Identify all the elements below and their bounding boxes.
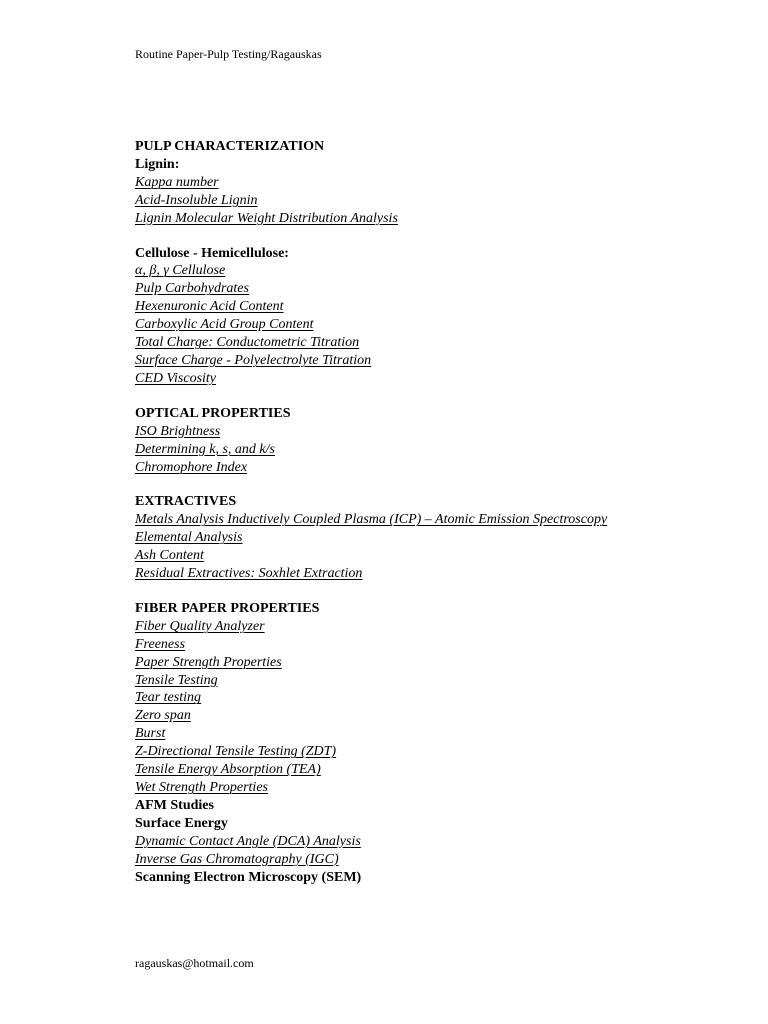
topic-link[interactable]: Determining k, s, and k/s	[135, 441, 275, 457]
section-heading: PULP CHARACTERIZATION	[135, 139, 325, 154]
topic-link[interactable]: Metals Analysis Inductively Coupled Plasma (ICP) – Atomic Emission Spectroscopy	[135, 512, 608, 528]
topic-link[interactable]: Tensile Testing	[135, 672, 218, 688]
section-heading: EXTRACTIVES	[135, 494, 237, 510]
topic-link[interactable]: Surface Charge - Polyelectrolyte Titration	[135, 352, 372, 368]
topic-link[interactable]: Pulp Carbohydrates	[135, 281, 249, 297]
subsection-heading: Lignin:	[135, 156, 180, 172]
subsection-heading: Surface Energy	[135, 815, 228, 831]
topic-link[interactable]: Ash Content	[135, 548, 204, 564]
topic-link[interactable]: Hexenuronic Acid Content	[135, 299, 284, 315]
topic-link[interactable]: Tensile Energy Absorption (TEA)	[135, 762, 321, 778]
section-5	[135, 600, 755, 887]
topic-link[interactable]: Total Charge: Conductometric Titration	[135, 335, 360, 351]
subsection-heading: Cellulose - Hemicellulose:	[135, 245, 289, 261]
topic-link[interactable]: Residual Extractives: Soxhlet Extraction	[135, 566, 363, 582]
topic-link[interactable]: Acid-Insoluble Lignin	[135, 192, 258, 208]
topic-link[interactable]: Elemental Analysis	[135, 530, 243, 546]
topic-link[interactable]: Chromophore Index	[135, 459, 248, 475]
topic-link[interactable]: Tear testing	[135, 690, 201, 706]
topic-link[interactable]: Inverse Gas Chromatography (IGC)	[135, 851, 339, 867]
topic-link[interactable]: Wet Strength Properties	[135, 780, 268, 795]
topic-link[interactable]: Zero span	[135, 708, 191, 724]
topic-link[interactable]: Fiber Quality Analyzer	[135, 618, 265, 634]
topic-link[interactable]: Freeness	[135, 636, 186, 652]
topic-link[interactable]: CED Viscosity	[135, 370, 217, 386]
page-header: Routine Paper-Pulp Testing/Ragauskas	[135, 47, 322, 61]
section-3	[135, 405, 755, 477]
topic-link[interactable]: Burst	[135, 726, 166, 742]
topic-link[interactable]: Lignin Molecular Weight Distribution Analysis	[135, 210, 398, 226]
topic-link[interactable]: Kappa number	[135, 174, 219, 190]
topic-link[interactable]: Dynamic Contact Angle (DCA) Analysis	[135, 833, 361, 849]
footer-email: ragauskas@hotmail.com	[135, 956, 254, 970]
section-2	[135, 245, 755, 388]
topic-link[interactable]: Carboxylic Acid Group Content	[135, 317, 314, 333]
topic-link[interactable]: ISO Brightness	[135, 423, 221, 439]
topic-link[interactable]: Z-Directional Tensile Testing (ZDT)	[135, 744, 337, 760]
section-heading: OPTICAL PROPERTIES	[135, 405, 291, 421]
section-4	[135, 493, 755, 583]
subsection-heading: AFM Studies	[135, 797, 214, 813]
document-body	[135, 138, 755, 903]
subsection-heading: Scanning Electron Microscopy (SEM)	[135, 869, 362, 885]
topic-link[interactable]: Paper Strength Properties	[135, 654, 282, 670]
section-1	[135, 138, 755, 228]
topic-link[interactable]: α, β, γ Cellulose	[135, 263, 226, 279]
section-heading: FIBER PAPER PROPERTIES	[135, 600, 320, 616]
